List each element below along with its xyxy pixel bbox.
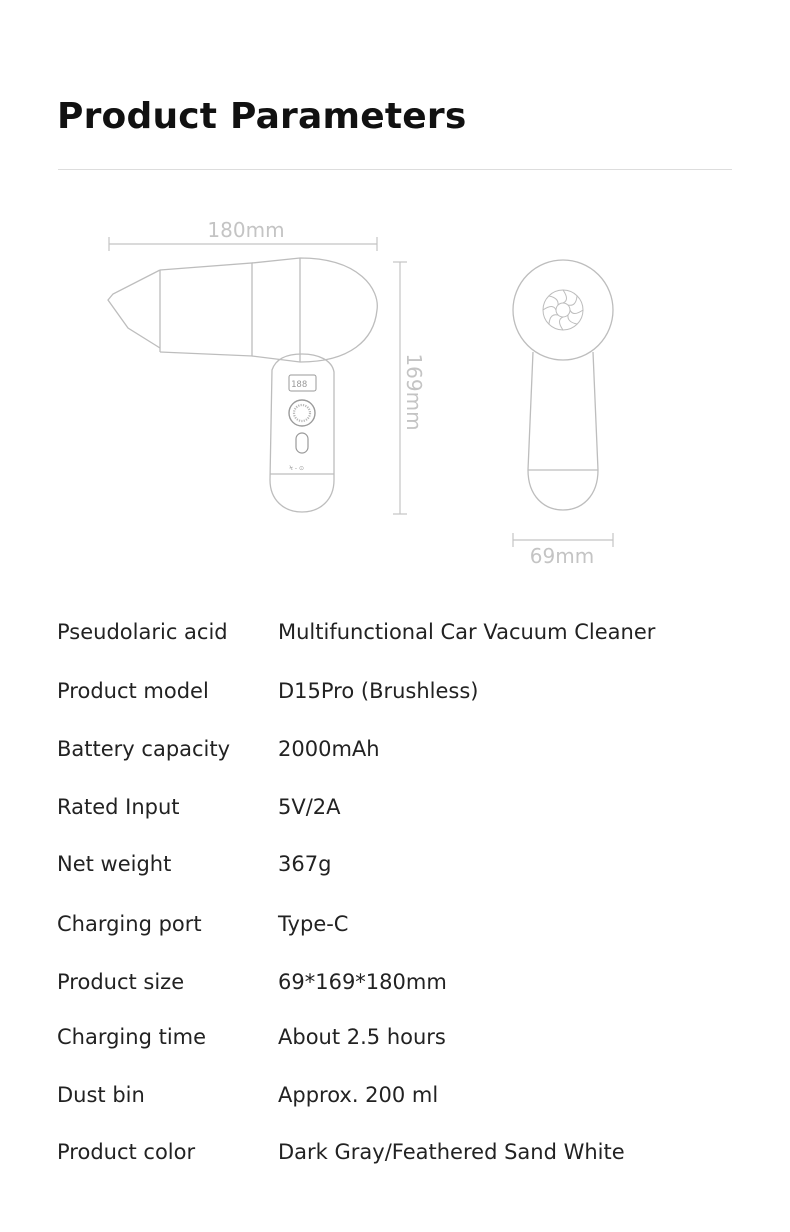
spec-row-rated-input: [0, 795, 790, 831]
front-view-drawing: [513, 260, 613, 510]
height-dimension-label: 169mm: [402, 353, 426, 431]
spec-label: Net weight: [57, 852, 172, 876]
spec-label: Charging port: [57, 912, 202, 936]
spec-value: 5V/2A: [278, 795, 341, 819]
spec-row-dust-bin: [0, 1083, 790, 1119]
spec-row-product-color: [0, 1140, 790, 1176]
spec-value: D15Pro (Brushless): [278, 679, 479, 703]
spec-row-model: [0, 679, 790, 715]
spec-value: Type-C: [278, 912, 349, 936]
spec-label: Battery capacity: [57, 737, 231, 761]
svg-text:Ϟ - ⊙: Ϟ - ⊙: [289, 465, 304, 472]
svg-text:188: 188: [291, 380, 308, 390]
fan-vent-icon: [543, 290, 583, 330]
spec-label: Dust bin: [57, 1083, 145, 1107]
spec-value: 69*169*180mm: [278, 970, 447, 994]
side-view-drawing: [108, 258, 377, 512]
page-title: Product Parameters: [57, 96, 467, 137]
spec-value: 2000mAh: [278, 737, 380, 761]
spec-row-battery: [0, 737, 790, 773]
side-view-controls: [289, 375, 316, 472]
spec-row-charging-port: [0, 912, 790, 948]
spec-label: Product size: [57, 970, 185, 994]
spec-label: Pseudolaric acid: [57, 620, 228, 644]
length-dimension-label: 180mm: [207, 218, 285, 242]
spec-label: Product model: [57, 679, 209, 703]
title-divider: [58, 169, 732, 170]
spec-value: Approx. 200 ml: [278, 1083, 439, 1107]
spec-label: Charging time: [57, 1025, 207, 1049]
spec-row-product-name: [0, 620, 790, 656]
spec-row-net-weight: [0, 852, 790, 888]
spec-value: Multifunctional Car Vacuum Cleaner: [278, 620, 656, 644]
width-dimension-label: 69mm: [529, 544, 595, 568]
product-dimension-diagram: [0, 200, 790, 580]
spec-value: Dark Gray/Feathered Sand White: [278, 1140, 625, 1164]
spec-label: Rated Input: [57, 795, 180, 819]
spec-value: About 2.5 hours: [278, 1025, 446, 1049]
spec-value: 367g: [278, 852, 332, 876]
spec-label: Product color: [57, 1140, 196, 1164]
spec-row-charging-time: [0, 1025, 790, 1061]
spec-row-product-size: [0, 970, 790, 1006]
mode-button-icon: [296, 433, 308, 453]
